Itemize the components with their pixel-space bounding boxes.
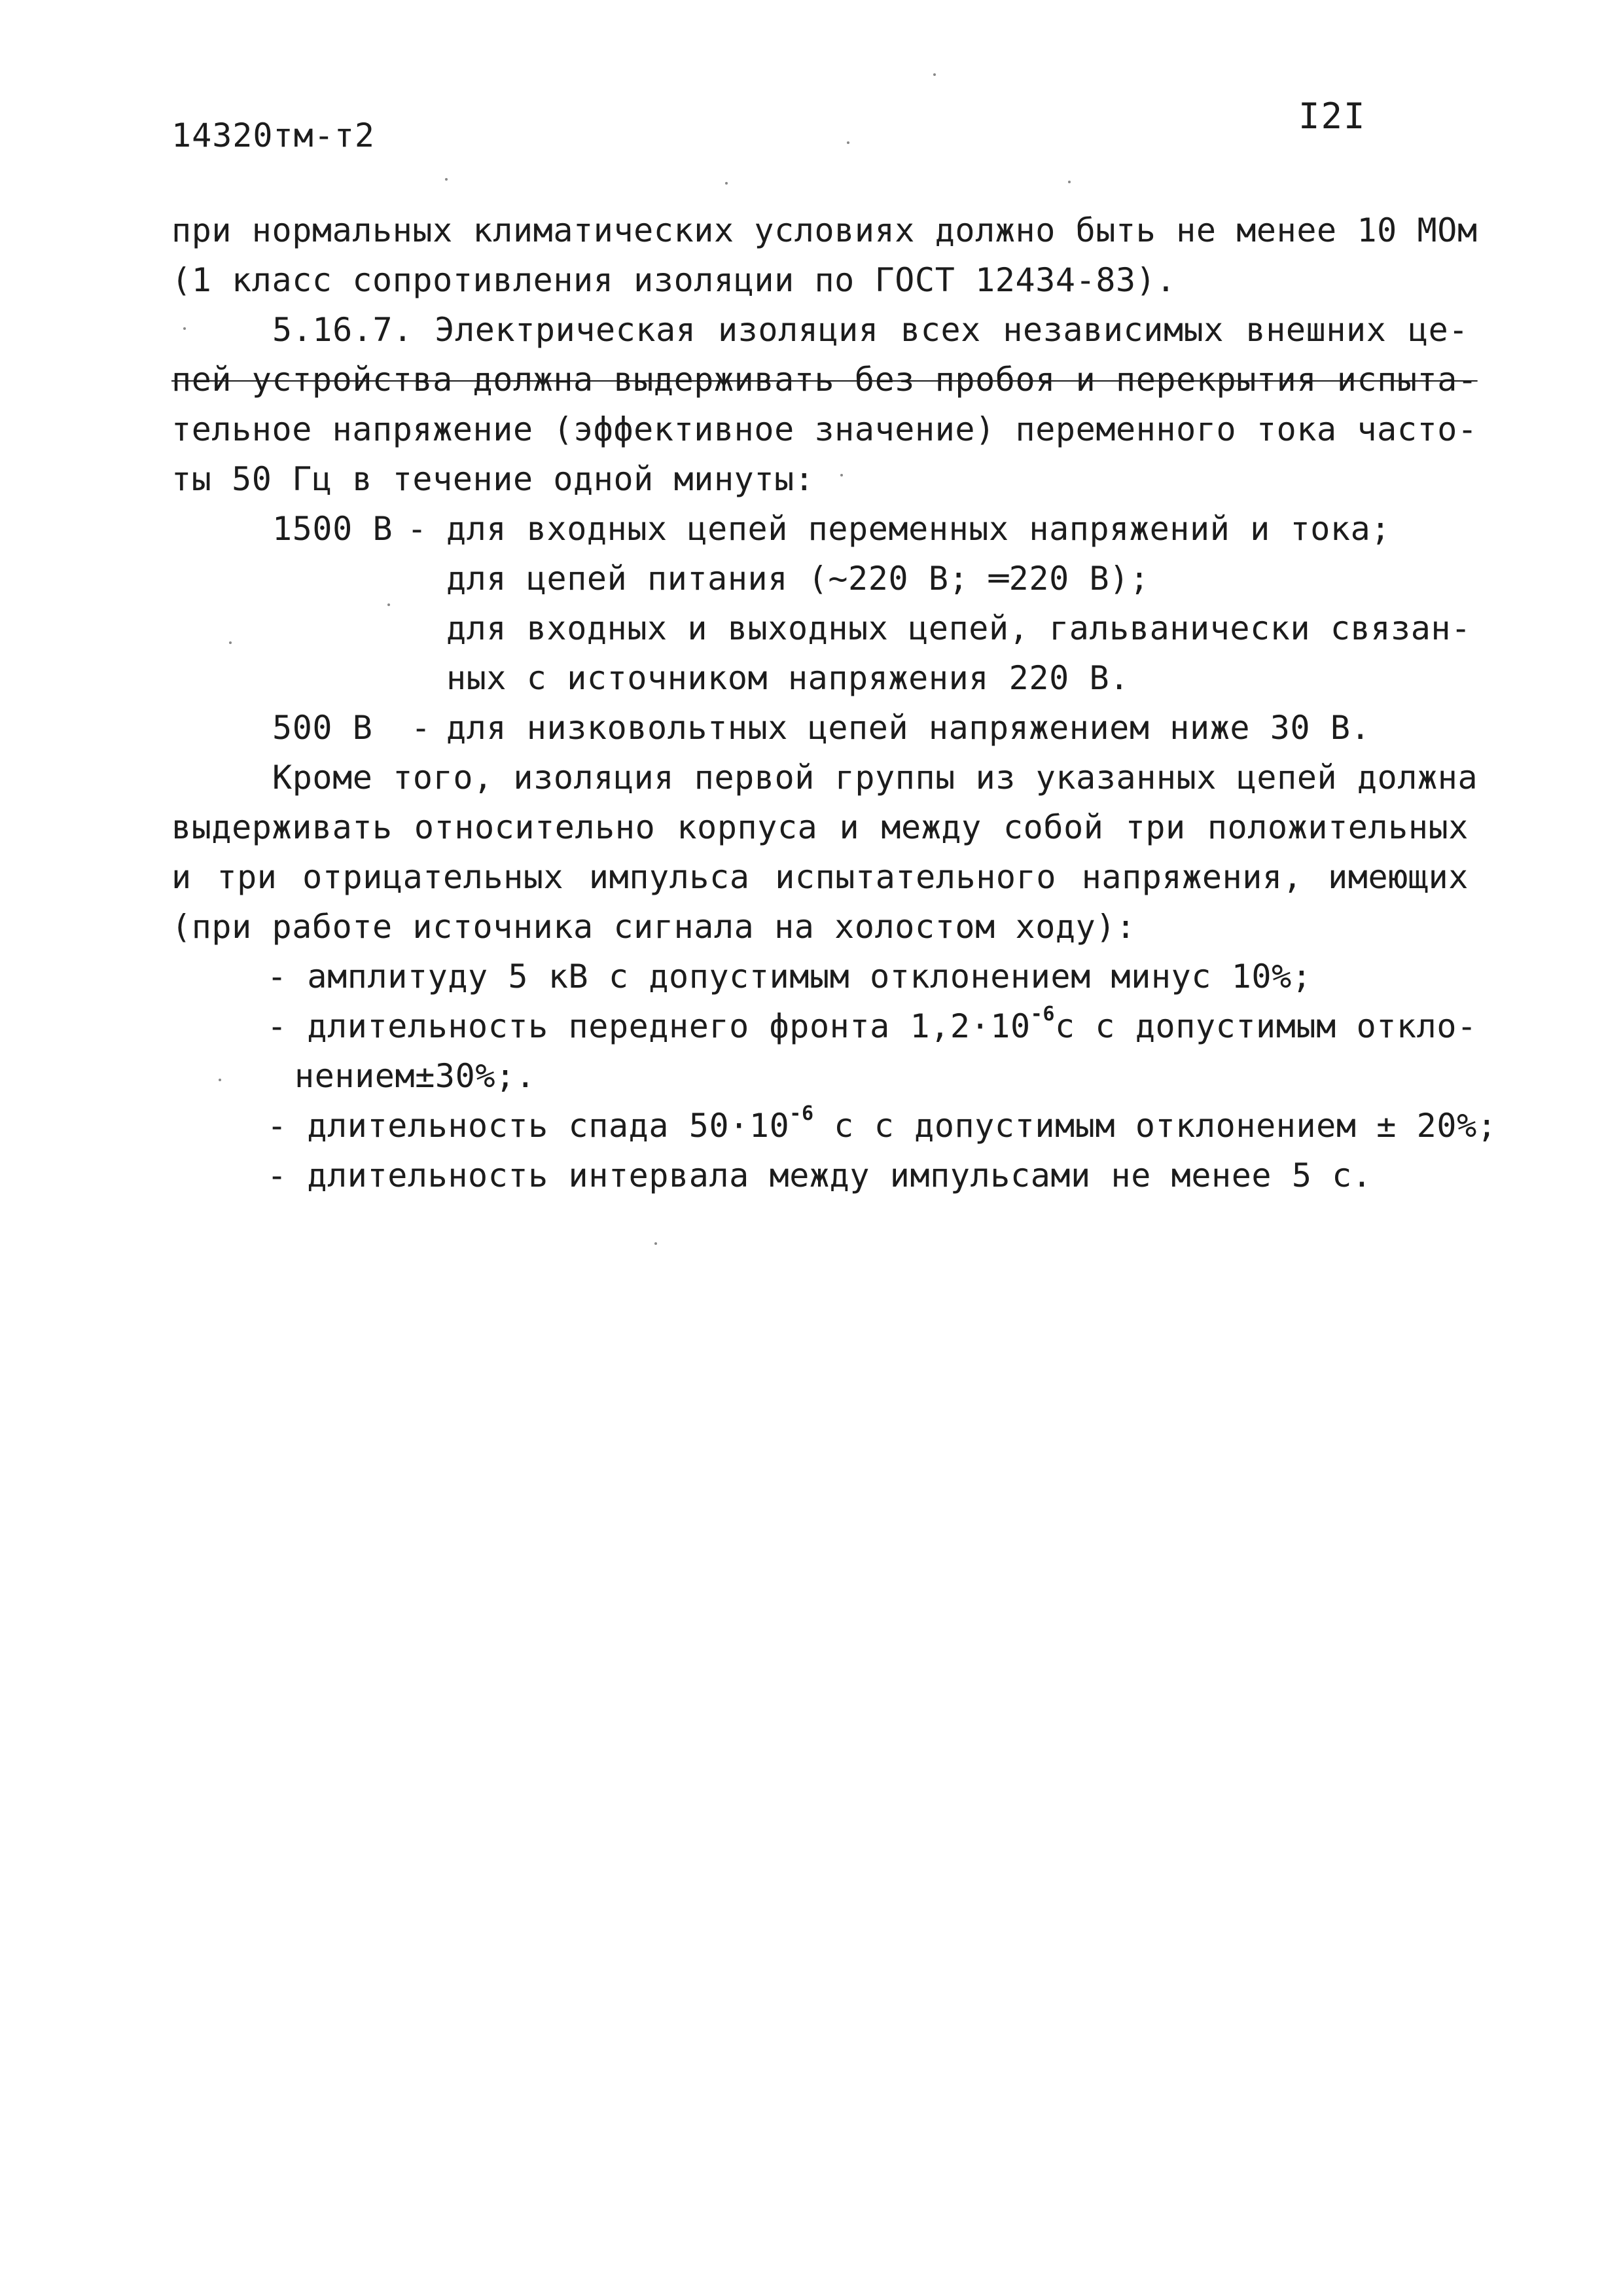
page-number: I2I: [1298, 96, 1366, 137]
list-item-front-duration-cont: нением±30%;.: [294, 1057, 536, 1095]
document-code: 14320тм-т2: [171, 117, 376, 154]
front-duration-text: - длительность переднего фронта 1,2·10: [267, 1007, 1031, 1045]
impulse-para-line-3: и три отрицательных импульса испытательного напряжения, имеющих: [171, 858, 1469, 896]
scan-speck: [933, 73, 936, 76]
voltage-1500-text-3: для входных и выходных цепей, гальванически связан-: [446, 609, 1471, 647]
voltage-500-text: для низковольтных цепей напряжением ниже 30 В.: [446, 709, 1371, 747]
scan-speck: [1068, 181, 1071, 183]
scan-speck: [725, 182, 728, 185]
decay-duration-tail: с с допустимым отклонением ± 20%;: [813, 1107, 1497, 1145]
impulse-para-line-2: выдерживать относительно корпуса и между собой три положительных: [171, 808, 1469, 846]
decay-duration-exponent: -6: [789, 1102, 814, 1125]
scan-speck: [840, 474, 843, 476]
clause-5-16-7-line-3: тельное напряжение (эффективное значение) переменного тока часто-: [171, 410, 1478, 448]
scan-speck: [445, 178, 448, 181]
voltage-1500-text-1: для входных цепей переменных напряжений и тока;: [446, 510, 1391, 548]
scan-speck: [847, 141, 849, 144]
voltage-1500-text-2: для цепей питания (~220 В; ═220 В);: [446, 560, 1150, 598]
decay-duration-text: - длительность спада 50·10: [267, 1107, 790, 1145]
body-line-1: при нормальных климатических условиях должно быть не менее 10 МОм: [171, 211, 1478, 249]
clause-5-16-7-line-1: 5.16.7. Электрическая изоляция всех независимых внешних це-: [272, 311, 1469, 349]
voltage-1500-value: 1500 В: [272, 510, 393, 548]
voltage-500-value: 500 В: [272, 709, 373, 747]
clause-5-16-7-line-2: пей устройства должна выдерживать без пробоя и перекрытия испыта-: [171, 361, 1478, 399]
list-item-interval: - длительность интервала между импульсами не менее 5 с.: [267, 1157, 1372, 1194]
clause-5-16-7-line-4: ты 50 Гц в течение одной минуты:: [171, 460, 815, 498]
list-item-decay-duration: [267, 1102, 1497, 1145]
voltage-1500-dash: -: [407, 510, 427, 548]
body-line-2: (1 класс сопротивления изоляции по ГОСТ 12434-83).: [171, 261, 1177, 299]
scan-speck: [219, 1079, 221, 1081]
impulse-para-line-4: (при работе источника сигнала на холостом ходу):: [171, 908, 1136, 946]
list-item-front-duration: [267, 1003, 1477, 1046]
front-duration-tail: с с допустимым откло-: [1055, 1007, 1477, 1045]
scan-speck: [387, 603, 390, 606]
scan-speck: [229, 641, 232, 644]
front-duration-exponent: -6: [1030, 1003, 1056, 1026]
scan-speck: [654, 1242, 657, 1245]
list-item-amplitude: - амплитуду 5 кВ с допустимым отклонением минус 10%;: [267, 958, 1312, 996]
voltage-500-dash: -: [411, 709, 431, 747]
impulse-para-line-1: Кроме того, изоляция первой группы из указанных цепей должна: [272, 759, 1478, 797]
scan-speck: [183, 327, 186, 330]
voltage-1500-text-4: ных с источником напряжения 220 В.: [446, 659, 1130, 697]
